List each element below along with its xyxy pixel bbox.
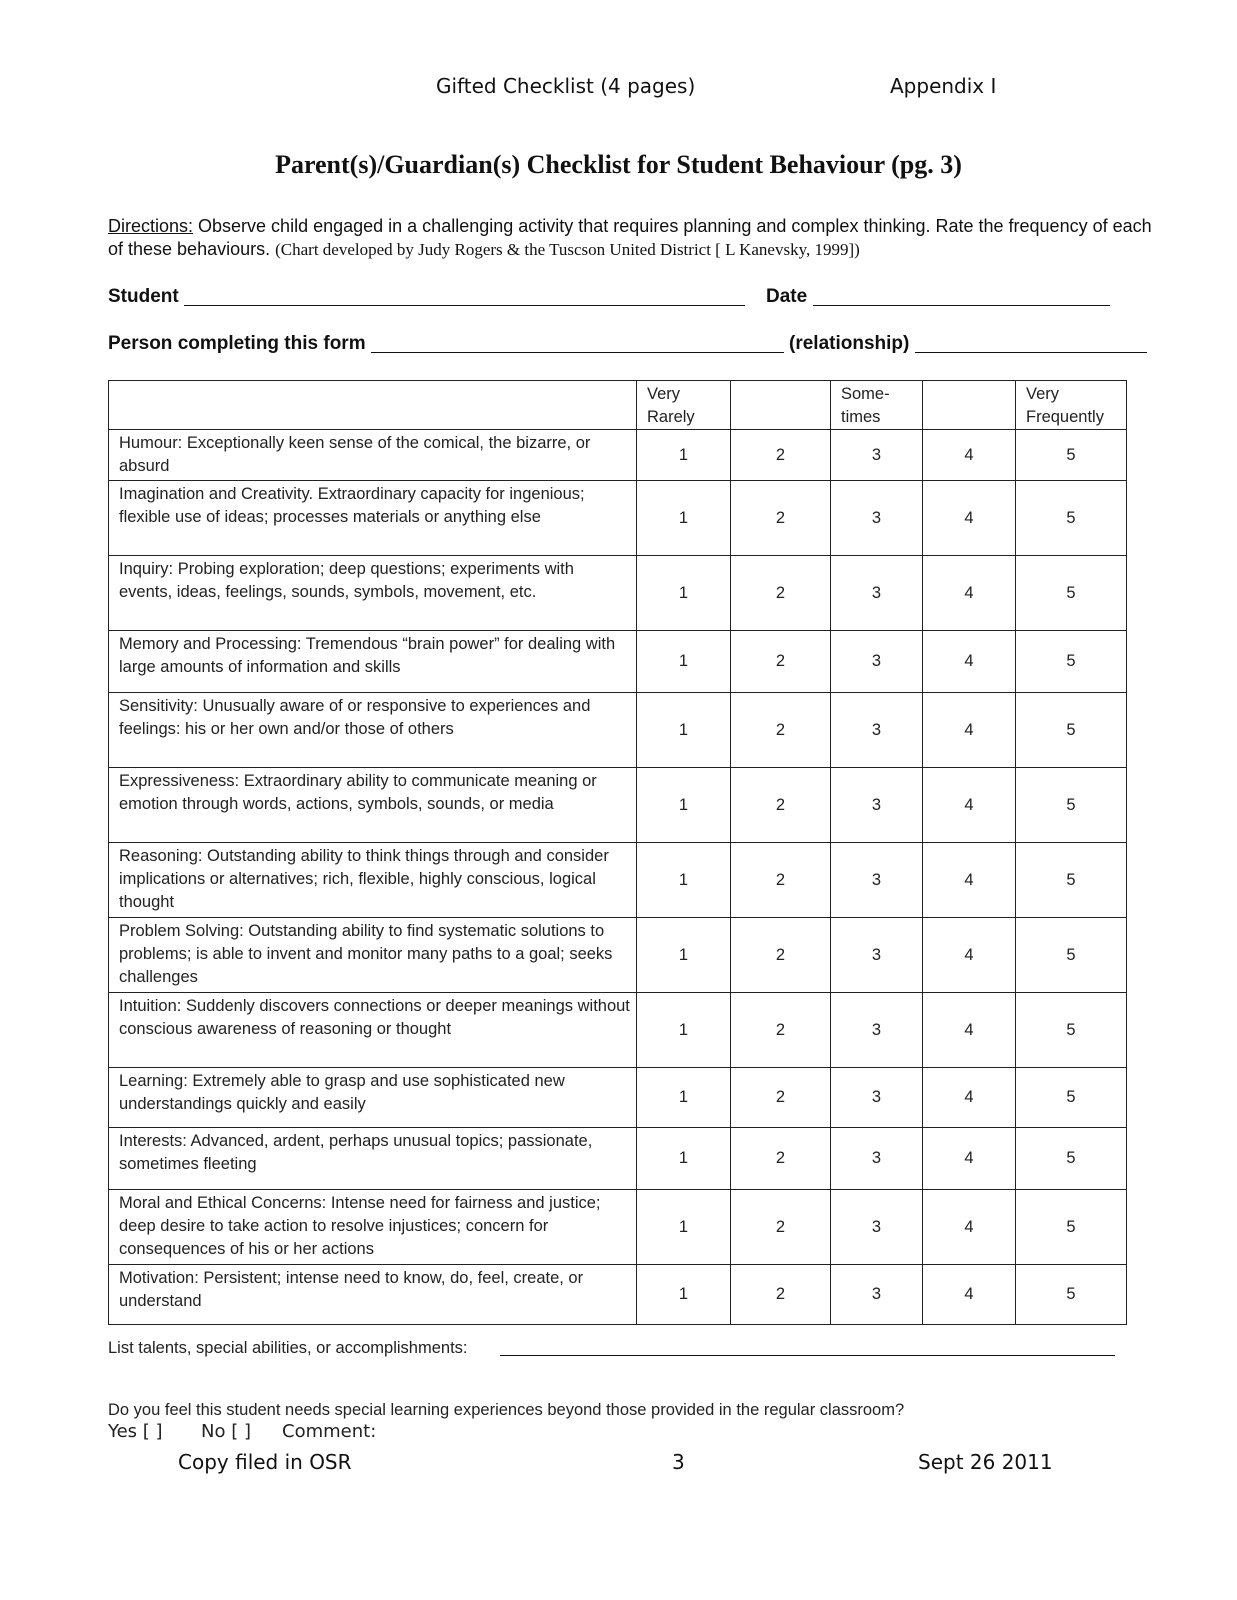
footer-right: Sept 26 2011 (918, 1450, 1053, 1474)
rating-3-cell[interactable]: 3 (831, 1190, 923, 1265)
directions (108, 215, 1168, 261)
header-cell-0 (109, 381, 637, 430)
rating-5-cell[interactable]: 5 (1016, 556, 1127, 631)
rating-4-cell[interactable]: 4 (923, 768, 1016, 843)
rating-1-cell[interactable]: 1 (637, 918, 731, 993)
rating-3-cell[interactable]: 3 (831, 1068, 923, 1128)
rating-4-cell[interactable]: 4 (923, 430, 1016, 481)
rating-1-cell[interactable]: 1 (637, 481, 731, 556)
rating-5-cell[interactable]: 5 (1016, 993, 1127, 1068)
yes-option[interactable]: Yes [ ] (108, 1421, 163, 1442)
rating-2-cell[interactable]: 2 (731, 993, 831, 1068)
behaviour-description: Interests: Advanced, ardent, perhaps unusual topics; passionate, sometimes fleeting (109, 1128, 637, 1190)
rating-2-cell[interactable]: 2 (731, 843, 831, 918)
behaviour-description: Imagination and Creativity. Extraordinary capacity for ingenious; flexible use of ideas; processes materials or anything else (109, 481, 637, 556)
rating-1-cell[interactable]: 1 (637, 1128, 731, 1190)
rating-2-cell[interactable]: 2 (731, 693, 831, 768)
header-cell-sometimes: Some- times (831, 381, 923, 430)
rating-5-cell[interactable]: 5 (1016, 1128, 1127, 1190)
rating-4-cell[interactable]: 4 (923, 993, 1016, 1068)
behaviour-description: Intuition: Suddenly discovers connections or deeper meanings without conscious awareness of reasoning or thought (109, 993, 637, 1068)
rating-4-cell[interactable]: 4 (923, 918, 1016, 993)
talents-field[interactable] (500, 1355, 1115, 1356)
date-label: Date (766, 286, 808, 307)
rating-4-cell[interactable]: 4 (923, 1128, 1016, 1190)
rating-5-cell[interactable]: 5 (1016, 768, 1127, 843)
person-label: Person completing this form (108, 333, 366, 354)
rating-1-cell[interactable]: 1 (637, 768, 731, 843)
table-row (109, 1068, 1127, 1128)
table-row (109, 1190, 1127, 1265)
rating-3-cell[interactable]: 3 (831, 481, 923, 556)
relationship-label: (relationship) (789, 333, 910, 354)
behaviour-description: Humour: Exceptionally keen sense of the comical, the bizarre, or absurd (109, 430, 637, 481)
rating-3-cell[interactable]: 3 (831, 556, 923, 631)
rating-2-cell[interactable]: 2 (731, 631, 831, 693)
rating-5-cell[interactable]: 5 (1016, 1265, 1127, 1325)
rating-2-cell[interactable]: 2 (731, 481, 831, 556)
behaviour-description: Motivation: Persistent; intense need to know, do, feel, create, or understand (109, 1265, 637, 1325)
rating-1-cell[interactable]: 1 (637, 993, 731, 1068)
header-cell-4 (923, 381, 1016, 430)
table-row (109, 1265, 1127, 1325)
rating-2-cell[interactable]: 2 (731, 430, 831, 481)
rating-4-cell[interactable]: 4 (923, 843, 1016, 918)
rating-3-cell[interactable]: 3 (831, 1128, 923, 1190)
behaviour-description: Reasoning: Outstanding ability to think things through and consider implications or alternatives; rich, flexible, highly conscious, logical thought (109, 843, 637, 918)
rating-1-cell[interactable]: 1 (637, 631, 731, 693)
rating-5-cell[interactable]: 5 (1016, 693, 1127, 768)
rating-2-cell[interactable]: 2 (731, 1265, 831, 1325)
table-row (109, 556, 1127, 631)
rating-2-cell[interactable]: 2 (731, 1068, 831, 1128)
rating-5-cell[interactable]: 5 (1016, 1190, 1127, 1265)
rating-5-cell[interactable]: 5 (1016, 1068, 1127, 1128)
relationship-field[interactable] (915, 352, 1147, 353)
rating-3-cell[interactable]: 3 (831, 918, 923, 993)
page-title: Parent(s)/Guardian(s) Checklist for Student Behaviour (pg. 3) (275, 150, 962, 179)
rating-3-cell[interactable]: 3 (831, 768, 923, 843)
rating-4-cell[interactable]: 4 (923, 481, 1016, 556)
rating-4-cell[interactable]: 4 (923, 631, 1016, 693)
rating-4-cell[interactable]: 4 (923, 1068, 1016, 1128)
table-row (109, 768, 1127, 843)
rating-3-cell[interactable]: 3 (831, 843, 923, 918)
talents-label: List talents, special abilities, or accomplishments: (108, 1339, 468, 1357)
student-field[interactable] (184, 305, 745, 306)
table-row (109, 918, 1127, 993)
rating-2-cell[interactable]: 2 (731, 768, 831, 843)
behaviour-description: Memory and Processing: Tremendous “brain power” for dealing with large amounts of information and skills (109, 631, 637, 693)
no-option[interactable]: No [ ] (201, 1421, 251, 1442)
behaviour-description: Inquiry: Probing exploration; deep questions; experiments with events, ideas, feelings, sounds, symbols, movement, etc. (109, 556, 637, 631)
rating-4-cell[interactable]: 4 (923, 556, 1016, 631)
rating-1-cell[interactable]: 1 (637, 430, 731, 481)
rating-4-cell[interactable]: 4 (923, 693, 1016, 768)
header-cell-very-frequently: Very Frequently (1016, 381, 1127, 430)
rating-2-cell[interactable]: 2 (731, 1128, 831, 1190)
rating-1-cell[interactable]: 1 (637, 1265, 731, 1325)
rating-4-cell[interactable]: 4 (923, 1265, 1016, 1325)
table-row (109, 993, 1127, 1068)
rating-4-cell[interactable]: 4 (923, 1190, 1016, 1265)
rating-1-cell[interactable]: 1 (637, 556, 731, 631)
student-label: Student (108, 286, 179, 307)
behaviour-description: Moral and Ethical Concerns: Intense need for fairness and justice; deep desire to take action to resolve injustices; concern for consequences of his or her actions (109, 1190, 637, 1265)
footer-left: Copy filed in OSR (178, 1450, 352, 1474)
comment-label: Comment: (282, 1421, 377, 1442)
behaviour-description: Expressiveness: Extraordinary ability to communicate meaning or emotion through words, actions, symbols, sounds, or media (109, 768, 637, 843)
behaviour-description: Sensitivity: Unusually aware of or responsive to experiences and feelings: his or her own and/or those of others (109, 693, 637, 768)
rating-3-cell[interactable]: 3 (831, 1265, 923, 1325)
table-row (109, 430, 1127, 481)
table-header-row (109, 381, 1127, 430)
rating-1-cell[interactable]: 1 (637, 693, 731, 768)
table-row (109, 631, 1127, 693)
rating-2-cell[interactable]: 2 (731, 918, 831, 993)
rating-1-cell[interactable]: 1 (637, 1068, 731, 1128)
directions-citation: (Chart developed by Judy Rogers & the Tuscson United District [ L Kanevsky, 1999]) (275, 240, 860, 259)
table-row (109, 843, 1127, 918)
rating-5-cell[interactable]: 5 (1016, 481, 1127, 556)
date-field[interactable] (813, 305, 1110, 306)
header-cell-very-rarely: Very Rarely (637, 381, 731, 430)
table-row (109, 481, 1127, 556)
header-cell-2 (731, 381, 831, 430)
header-right: Appendix I (890, 74, 997, 98)
rating-5-cell[interactable]: 5 (1016, 918, 1127, 993)
person-field[interactable] (371, 352, 784, 353)
rating-5-cell[interactable]: 5 (1016, 843, 1127, 918)
behaviour-description: Learning: Extremely able to grasp and use sophisticated new understandings quickly and easily (109, 1068, 637, 1128)
rating-2-cell[interactable]: 2 (731, 556, 831, 631)
rating-3-cell[interactable]: 3 (831, 430, 923, 481)
table-row (109, 693, 1127, 768)
table-row (109, 1128, 1127, 1190)
special-learning-question: Do you feel this student needs special learning experiences beyond those provided in the regular classroom? (108, 1401, 905, 1419)
page-number: 3 (672, 1450, 685, 1474)
rating-5-cell[interactable]: 5 (1016, 430, 1127, 481)
header-left: Gifted Checklist (4 pages) (436, 74, 696, 98)
rating-2-cell[interactable]: 2 (731, 1190, 831, 1265)
rating-1-cell[interactable]: 1 (637, 843, 731, 918)
rating-3-cell[interactable]: 3 (831, 631, 923, 693)
behaviour-description: Problem Solving: Outstanding ability to find systematic solutions to problems; is able to invent and monitor many paths to a goal; seeks challenges (109, 918, 637, 993)
rating-5-cell[interactable]: 5 (1016, 631, 1127, 693)
directions-text: Observe child engaged in a challenging activity that requires planning and complex thinking. Rate the frequency of each of these behaviours. (108, 216, 1152, 259)
directions-label: Directions: (108, 216, 194, 236)
behaviour-rating-table (108, 380, 1127, 1325)
rating-1-cell[interactable]: 1 (637, 1190, 731, 1265)
rating-3-cell[interactable]: 3 (831, 993, 923, 1068)
rating-3-cell[interactable]: 3 (831, 693, 923, 768)
